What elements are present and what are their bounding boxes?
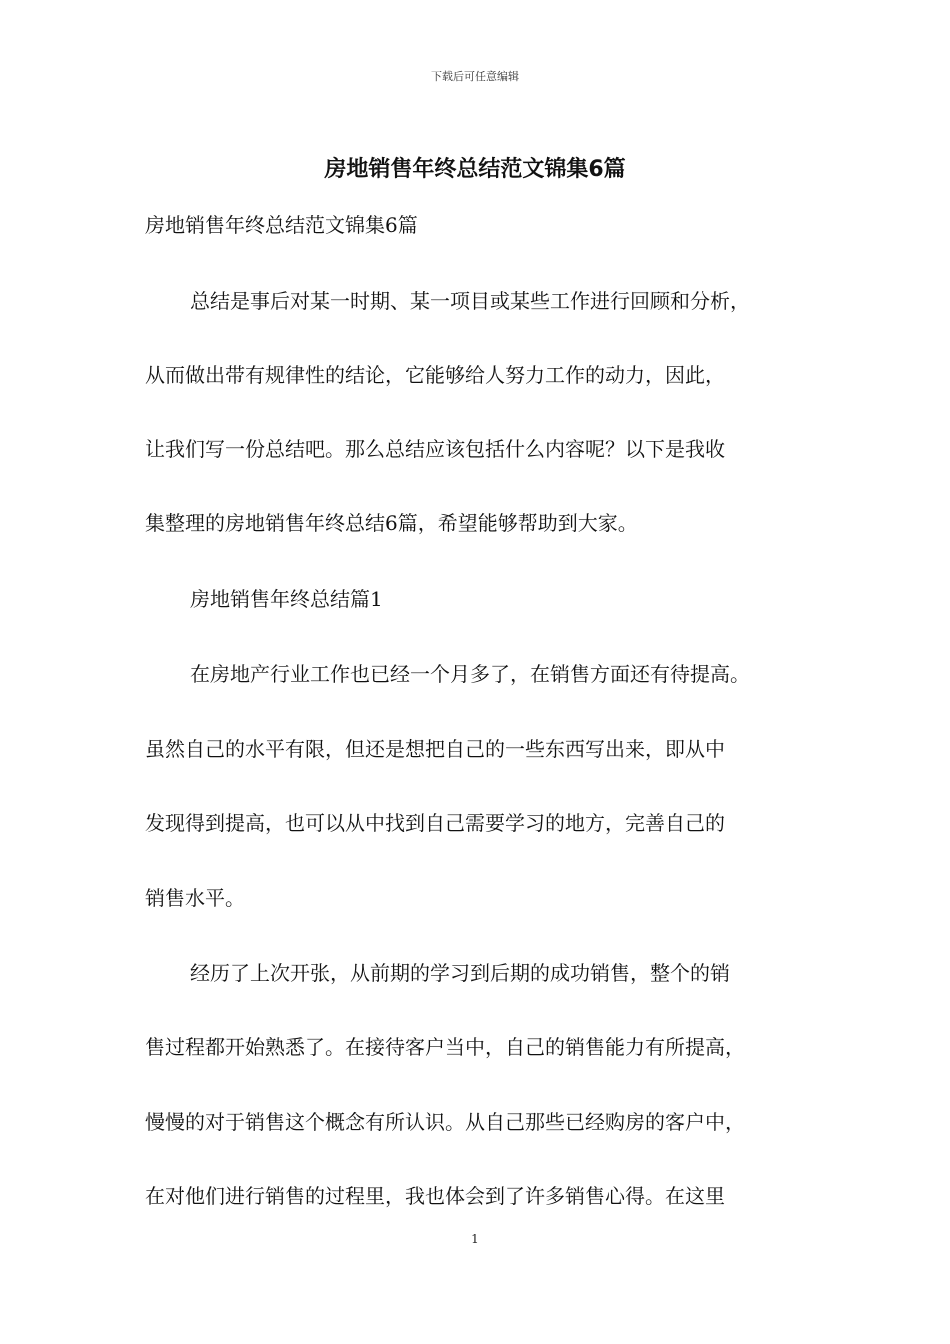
- para2-line-1: 经历了上次开张，从前期的学习到后期的成功销售，整个的销: [190, 961, 730, 985]
- para1-line-2: 虽然自己的水平有限，但还是想把自己的一些东西写出来，即从中: [145, 737, 725, 761]
- intro-line-3: 让我们写一份总结吧。那么总结应该包括什么内容呢？以下是我收: [145, 437, 725, 461]
- para1-line-1: 在房地产行业工作也已经一个月多了，在销售方面还有待提高。: [190, 662, 750, 686]
- subtitle-line: 房地销售年终总结范文锦集6篇: [145, 213, 418, 237]
- para2-line-2: 售过程都开始熟悉了。在接待客户当中，自己的销售能力有所提高，: [145, 1035, 745, 1059]
- para1-line-3: 发现得到提高，也可以从中找到自己需要学习的地方，完善自己的: [145, 811, 725, 835]
- header-note: 下载后可任意编辑: [431, 70, 519, 83]
- intro-line-1: 总结是事后对某一时期、某一项目或某些工作进行回顾和分析，: [190, 289, 750, 313]
- para2-line-3: 慢慢的对于销售这个概念有所认识。从自己那些已经购房的客户中，: [145, 1110, 745, 1134]
- intro-line-4: 集整理的房地销售年终总结6篇，希望能够帮助到大家。: [145, 511, 638, 535]
- para1-line-4: 销售水平。: [145, 886, 245, 910]
- section-heading: 房地销售年终总结篇1: [190, 587, 383, 611]
- intro-line-2: 从而做出带有规律性的结论，它能够给人努力工作的动力，因此，: [145, 363, 725, 387]
- page-number: 1: [471, 1232, 479, 1246]
- document-title: 房地销售年终总结范文锦集6篇: [324, 157, 626, 182]
- para2-line-4: 在对他们进行销售的过程里，我也体会到了许多销售心得。在这里: [145, 1184, 725, 1208]
